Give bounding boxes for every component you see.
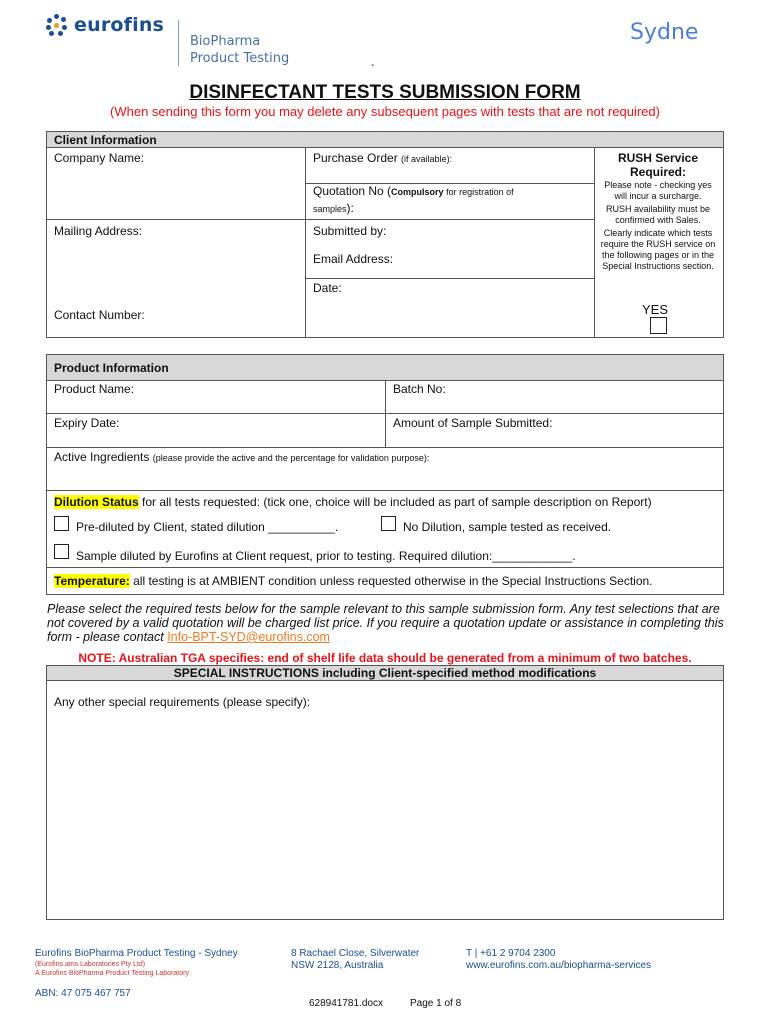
purchase-order-note: (if available): xyxy=(401,154,453,164)
rush-title: RUSH Service Required: xyxy=(617,151,699,179)
form-subtitle: (When sending this form you may delete any subsequent pages with tests that are not required) xyxy=(110,104,660,119)
tga-note: NOTE: Australian TGA specifies: end of shelf life data should be generated from a minimum of two batches. xyxy=(78,651,692,665)
purchase-order-field[interactable] xyxy=(313,151,452,165)
footer-website[interactable]: www.eurofins.com.au/biopharma-services xyxy=(466,960,652,971)
no-dilution-checkbox[interactable] xyxy=(381,516,396,531)
submitted-by-label: Submitted by: xyxy=(313,224,387,238)
eurofins-dots-icon xyxy=(46,14,68,36)
division-name: BioPharma Product Testing xyxy=(190,34,290,66)
email-address-label: Email Address: xyxy=(313,252,394,266)
special-instructions-field[interactable]: Any other special requirements (please specify): xyxy=(54,695,311,709)
city-label: Sydne xyxy=(630,20,699,45)
page-number: Page 1 of 8 xyxy=(410,998,462,1009)
instructions-paragraph: Please select the required tests below for the sample relevant to this sample submission form. Any test selections that are not covered by a valid quotation will be charged list price. If you require a quotation update or assistance in completing this form - please contact Info-BPT-SYD@eurofins.com xyxy=(47,602,724,644)
footer-contact xyxy=(466,948,651,972)
footer-abn: ABN: 47 075 467 757 xyxy=(35,988,131,999)
purchase-order-label: Purchase Order xyxy=(313,151,398,165)
dash: - xyxy=(371,60,375,71)
date-label: Date: xyxy=(313,281,342,295)
footer-company: Eurofins BioPharma Product Testing - Sydney (Eurofins ams Laboratories Pty Ltd) A Eurofins BioPharma Product Testing Laboratory xyxy=(35,948,238,977)
no-dilution-option-label: No Dilution, sample tested as received. xyxy=(403,520,612,534)
contact-number-label: Contact Number: xyxy=(54,308,145,322)
quotation-field[interactable]: Quotation No (Compulsory for registration of samples): xyxy=(313,184,514,215)
eurofins-dilution-option-label: Sample diluted by Eurofins at Client request, prior to testing. Required dilution:____________. xyxy=(76,549,576,563)
logo-divider xyxy=(178,20,179,66)
prediluted-option-label: Pre-diluted by Client, stated dilution __________. xyxy=(76,520,339,534)
contact-email-link[interactable]: Info-BPT-SYD@eurofins.com xyxy=(167,630,330,644)
amount-label: Amount of Sample Submitted: xyxy=(393,416,553,430)
logo-text: eurofins xyxy=(74,14,165,36)
product-name-label: Product Name: xyxy=(54,382,135,396)
expiry-date-label: Expiry Date: xyxy=(54,416,120,430)
doc-id: 628941781.docx xyxy=(309,998,383,1009)
active-ingredients-field[interactable]: Active Ingredients (please provide the active and the percentage for validation purpose): xyxy=(54,450,430,464)
product-info-heading: Product Information xyxy=(47,355,723,381)
temperature-label: Temperature: all testing is at AMBIENT condition unless requested otherwise in the Special Instructions Section. xyxy=(54,574,653,588)
mailing-address-label: Mailing Address: xyxy=(54,224,143,238)
company-name-label: Company Name: xyxy=(54,151,145,165)
form-title: DISINFECTANT TESTS SUBMISSION FORM xyxy=(189,82,581,103)
prediluted-checkbox[interactable] xyxy=(54,516,69,531)
client-info-heading: Client Information xyxy=(47,132,723,148)
yes-label: YES xyxy=(642,302,669,317)
special-instructions-heading: SPECIAL INSTRUCTIONS including Client-specified method modifications xyxy=(47,666,723,681)
rush-yes-checkbox[interactable] xyxy=(650,317,667,334)
dilution-status-label: Dilution Status for all tests requested: (tick one, choice will be included as part of sample description on Report) xyxy=(54,495,652,509)
batch-no-label: Batch No: xyxy=(393,382,446,396)
rush-service-panel: RUSH Service Required: Please note - checking yes will incur a surcharge. RUSH availability must be confirmed with Sales. Clearly indicate which tests require the RUSH service on the following pages or in the Special Instructions section. xyxy=(600,151,716,271)
eurofins-dilution-checkbox[interactable] xyxy=(54,544,69,559)
footer-phone: T | +61 2 9704 2300 xyxy=(466,948,556,959)
eurofins-logo xyxy=(46,14,164,36)
footer-address: 8 Rachael Close, Silverwater NSW 2128, Australia xyxy=(291,948,420,971)
